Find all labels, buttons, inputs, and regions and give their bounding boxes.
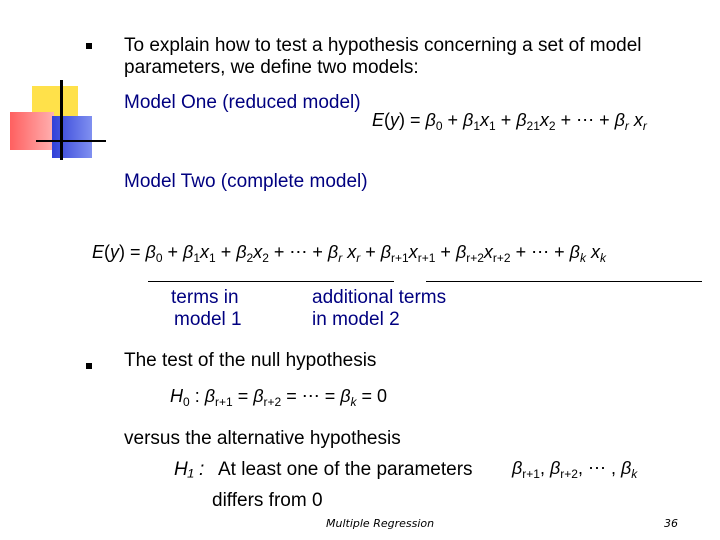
bullet-2-marker bbox=[86, 363, 92, 369]
deco-vertical-line bbox=[60, 80, 63, 160]
deco-red-square bbox=[10, 112, 54, 150]
bullet-1-line-2: parameters, we define two models: bbox=[124, 57, 419, 78]
bullet-1-line-1: To explain how to test a hypothesis concerning a set of model bbox=[124, 35, 642, 56]
deco-blue-square bbox=[52, 116, 92, 158]
alternative-hypothesis-label: H₁ : bbox=[174, 459, 205, 480]
alternative-hypothesis-params: $\beta_{r+1}$, $\beta_{r+2}$, ⋯ , $\beta_k$ bbox=[512, 458, 638, 481]
model-two-label: Model Two (complete model) bbox=[124, 171, 368, 192]
footer-title: Multiple Regression bbox=[326, 517, 435, 530]
model-one-equation: $E(y) = \beta_0 + \beta_1x_1 + \beta_{21}x_2$ + ⋯ + $\beta_r$ $x_r$ bbox=[372, 110, 647, 133]
terms-in-model1-line-2: model 1 bbox=[174, 309, 242, 330]
model2-terms-rule bbox=[426, 281, 702, 282]
additional-terms-line-2: in model 2 bbox=[312, 309, 400, 330]
additional-terms-label bbox=[312, 287, 446, 331]
model-one-label: Model One (reduced model) bbox=[124, 92, 361, 113]
additional-terms-line-1: additional terms bbox=[312, 287, 447, 308]
null-hypothesis-equation: $H_0$ : $\beta_{r+1} = \beta_{r+2}$ = ⋯ = $\beta_k = 0$ bbox=[170, 386, 388, 409]
terms-in-model1-line-1: terms in bbox=[171, 287, 239, 308]
deco-horizontal-line bbox=[36, 140, 106, 142]
versus-text: versus the alternative hypothesis bbox=[124, 428, 401, 449]
model1-terms-rule bbox=[148, 281, 394, 282]
bullet-1-marker bbox=[86, 43, 92, 49]
page-number: 36 bbox=[664, 517, 678, 530]
terms-in-model1-label bbox=[168, 287, 242, 331]
model-two-equation: $E(y) = \beta_0 + \beta_1x_1 + \beta_2x_2$ + ⋯ + $\beta_r$ $x_r + \beta_{r+1}x_{r+1} + \beta_{r+2}x_{r+2}$ + ⋯ + $\beta_k$ $x_k$ bbox=[92, 242, 606, 265]
alternative-hypothesis-line-2: differs from 0 bbox=[212, 490, 323, 511]
alternative-hypothesis-text: At least one of the parameters bbox=[218, 459, 473, 480]
bullet-2-text: The test of the null hypothesis bbox=[124, 350, 377, 371]
corner-decoration bbox=[0, 0, 110, 170]
